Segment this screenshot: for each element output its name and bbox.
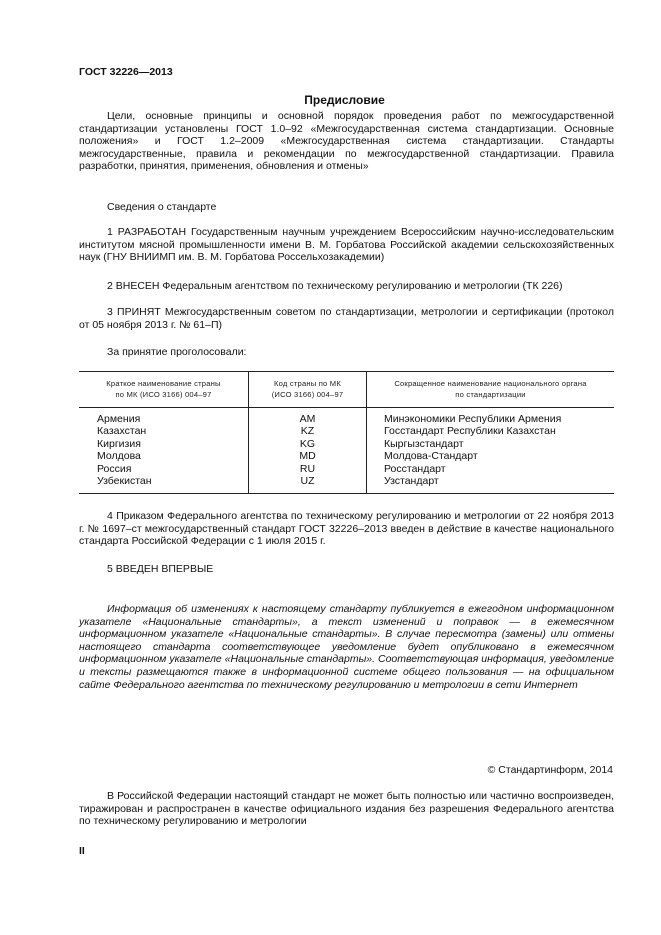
- item-2-submitted: 2 ВНЕСЕН Федеральным агентством по техническому регулированию и метрологии (ТК 226): [107, 280, 563, 292]
- body-cell: Узстандарт: [384, 475, 439, 488]
- code-cell: KZ: [300, 425, 315, 438]
- copyright: © Стандартинформ, 2014: [487, 764, 613, 776]
- table-header-row: [79, 372, 614, 408]
- body-column: [367, 408, 615, 494]
- body-cell: Кыргызстандарт: [384, 437, 464, 450]
- code-cell: RU: [299, 462, 316, 475]
- body-cell: Молдова-Стандарт: [384, 450, 478, 463]
- country-cell: Армения: [97, 413, 141, 425]
- item-3-adopted: 3 ПРИНЯТ Межгосударственным советом по стандартизации, метрологии и сертификации (протокол от 05 ноября 2013 г. № 61–П): [79, 306, 614, 331]
- header-body: Сокращенное наименование национального органа по стандартизации: [367, 372, 615, 408]
- code-cell: KG: [299, 437, 316, 450]
- changes-notice: Информация об изменениях к настоящему стандарту публикуется в ежегодном информационном указателе «Национальные стандарты», а текст изменений и поправок — в ежемесячном информационном указателе «Национальные стандарты». В случае пересмотра (замены) или отмены настоящего стандарта соответствующее уведомление будет опубликовано в ежемесячном информационном указателе «Национальные стандарты». Соответствующая информация, уведомление и тексты размещаются также в информационной системе общего пользования — на официальном сайте Федерального агентства по техническому регулированию и метрологии в сети Интернет: [79, 603, 614, 691]
- country-cell: Киргизия: [97, 437, 141, 450]
- intro-paragraph: Цели, основные принципы и основной порядок проведения работ по межгосударственной стандартизации установлены ГОСТ 1.0–92 «Межгосударственная система стандартизации. Основные положения» и ГОСТ 1.2–2009 «Межгосударственная система стандартизации. Стандарты межгосударственные, правила и рекомендации по межгосударственной стандартизации. Правила разработки, принятия, применения, обновления и отмены»: [79, 110, 614, 173]
- code-cell: MD: [299, 450, 316, 463]
- body-cell: Росстандарт: [384, 462, 446, 475]
- country-column: [79, 408, 249, 494]
- header-country: Краткое наименование страны по МК (ИСО 3166) 004–97: [79, 372, 249, 408]
- voted-heading: За принятие проголосовали:: [107, 346, 247, 358]
- item-5-introduced: 5 ВВЕДЕН ВПЕРВЫЕ: [107, 563, 214, 575]
- body-cell: Госстандарт Республики Казахстан: [384, 425, 556, 438]
- rights-notice: В Российской Федерации настоящий стандарт не может быть полностью или частично воспроизведен, тиражирован и распространен в качестве официального издания без разрешения Федерального агентства по техническому регулированию и метрологии: [79, 790, 614, 828]
- item-1-developed: 1 РАЗРАБОТАН Государственным научным учреждением Всероссийским научно-исследовательским институтом мясной промышленности имени В. М. Горбатова Российской академии сельскохозяйственных наук (ГНУ ВНИИМП им. В. М. Горбатова Россельхозакадемии): [79, 226, 614, 264]
- code-cell: AM: [299, 413, 316, 425]
- item-4-order: 4 Приказом Федерального агентства по техническому регулированию и метрологии от 22 ноября 2013 г. № 1697–ст межгосударственный стандарт ГОСТ 32226–2013 введен в действие в качестве национального стандарта Российской Федерации с 1 июля 2015 г.: [79, 510, 614, 548]
- voting-table: [79, 371, 614, 494]
- country-cell: Молдова: [97, 450, 141, 463]
- table-row: [79, 408, 614, 494]
- document-id: ГОСТ 32226—2013: [79, 66, 173, 78]
- country-cell: Россия: [97, 462, 132, 475]
- code-cell: UZ: [300, 475, 315, 488]
- body-cell: Минэкономики Республики Армения: [384, 413, 562, 425]
- country-cell: Узбекистан: [97, 475, 152, 488]
- page-number: II: [79, 845, 85, 857]
- header-code: Код страны по МК (ИСО 3166) 004–97: [249, 372, 367, 408]
- info-heading: Сведения о стандарте: [107, 201, 217, 213]
- page-title: Предисловие: [304, 93, 385, 107]
- country-cell: Казахстан: [97, 425, 147, 438]
- code-column: [249, 408, 367, 494]
